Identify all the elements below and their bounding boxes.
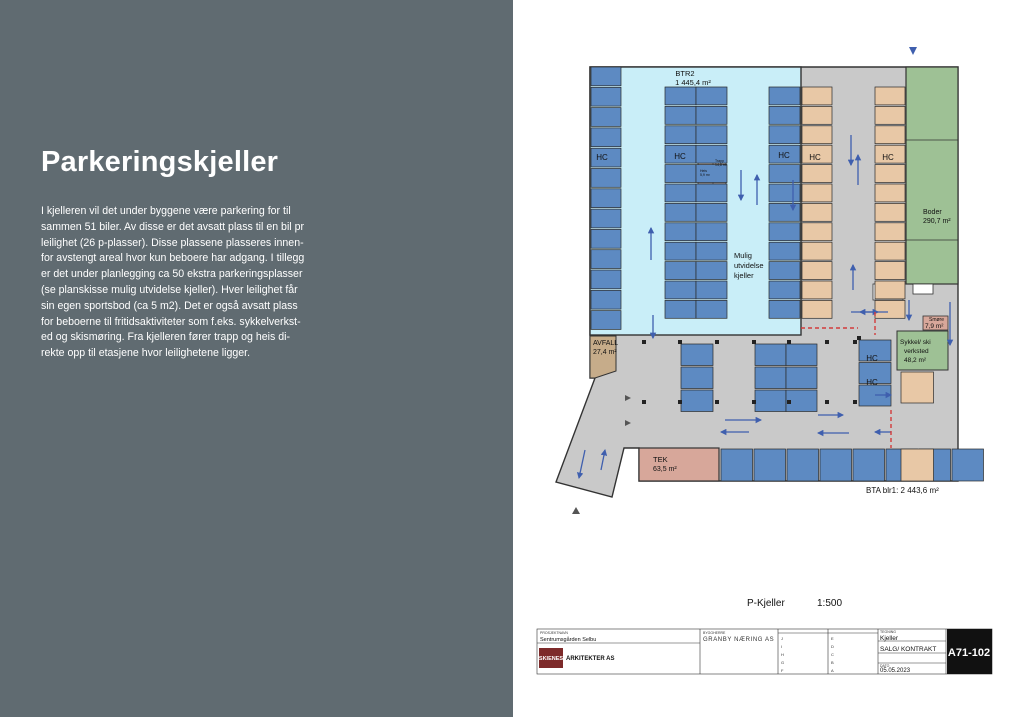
- drawing-sheet: [513, 0, 1024, 717]
- parking-space: [665, 281, 696, 299]
- parking-space: [769, 262, 800, 280]
- page-title: Parkeringskjeller: [41, 146, 279, 178]
- parking-space: [665, 223, 696, 241]
- firm-logo-text: SKIENES: [538, 656, 564, 662]
- parking-space: [591, 311, 621, 330]
- resident-space: [875, 300, 905, 318]
- parking-space: [769, 203, 800, 221]
- parking-space: [591, 250, 621, 269]
- hc-label: HC: [809, 153, 821, 162]
- resident-space: [875, 281, 905, 299]
- resident-space: [802, 262, 832, 280]
- date-label: DATO: [880, 664, 890, 668]
- revision-letter: I: [781, 644, 783, 649]
- drawing-scale: 1:500: [817, 598, 843, 609]
- parking-space: [696, 242, 727, 260]
- parking-space: [591, 67, 621, 86]
- parking-space: [696, 281, 727, 299]
- parking-space: [754, 449, 786, 481]
- structural-column: [787, 400, 791, 404]
- resident-space: [802, 242, 832, 260]
- hc-label: HC: [778, 151, 790, 160]
- description-text: I kjelleren vil det under byggene være parkering for til sammen 51 biler. Av disse er det avsatt plass til en bil pr leilighet (26 p-plasser). Disse plassene plasseres innen- for avstengt areal hvor kun beboere har adgang. I tillegg er det under planlegging ca 50 ekstra parkeringsplasser (se planskisse mulig utvidelse kjeller). Hver leilighet får sin egen sportsbod (ca 5 m2). Det er også avsatt plass for beboerne til fritidsaktiviteter som f.eks. sykkelverkst- ed og skismøring. Fra kjelleren fører trapp og heis di- rekte opp til etasjene hvor leilighetene ligger.: [41, 205, 305, 360]
- parking-space: [696, 300, 727, 318]
- resident-space: [875, 87, 905, 105]
- parking-space: [665, 184, 696, 202]
- stair-label: Trapp: [715, 159, 725, 163]
- revision-letter: D: [831, 644, 834, 649]
- project-label: PROSJEKTNAVN: [540, 631, 568, 635]
- tek-area-label: 63,5 m²: [653, 466, 677, 473]
- tek-label: TEK: [653, 455, 668, 464]
- resident-space: [901, 449, 934, 481]
- structural-column: [642, 340, 646, 344]
- parking-space: [769, 106, 800, 124]
- revision-letter: E: [831, 636, 834, 641]
- parking-space: [665, 126, 696, 144]
- parking-space: [665, 106, 696, 124]
- revision-letter: B: [831, 660, 834, 665]
- resident-space: [802, 184, 832, 202]
- revision-letter: F: [781, 668, 784, 673]
- resident-space: [802, 106, 832, 124]
- bike-area-label: 48,2 m²: [904, 357, 927, 364]
- parking-space: [721, 449, 753, 481]
- client-label: BYGGHERRE: [703, 631, 726, 635]
- parking-space: [665, 87, 696, 105]
- hc-label: HC: [596, 153, 608, 162]
- parking-space: [787, 449, 819, 481]
- storage-label: Boder: [923, 209, 942, 216]
- revision-letter: G: [781, 660, 785, 665]
- parking-space: [591, 189, 621, 208]
- resident-space: [802, 126, 832, 144]
- drawing-title: P-Kjeller: [747, 598, 785, 609]
- structural-column: [825, 340, 829, 344]
- drawing-date: 05.05.2023: [880, 668, 911, 674]
- resident-space: [875, 242, 905, 260]
- revision-letter: H: [781, 652, 784, 657]
- revision-letter: J: [781, 636, 783, 641]
- resident-space: [875, 223, 905, 241]
- parking-space: [681, 390, 713, 412]
- parking-space: [591, 128, 621, 147]
- parking-space: [755, 344, 786, 366]
- hc-label: HC: [674, 152, 686, 161]
- resident-space: [802, 165, 832, 183]
- description-panel: [0, 0, 513, 717]
- parking-space: [696, 223, 727, 241]
- parking-space: [769, 184, 800, 202]
- resident-space: [802, 87, 832, 105]
- bike-label: Sykkel/ ski: [900, 339, 931, 346]
- btr2-area: 1 445,4 m²: [675, 78, 711, 87]
- parking-space: [665, 165, 696, 183]
- structural-column: [825, 400, 829, 404]
- storage-area-label: 290,7 m²: [923, 218, 951, 225]
- parking-space: [755, 367, 786, 389]
- revision-letter: C: [831, 652, 834, 657]
- structural-column: [642, 400, 646, 404]
- parking-space: [591, 229, 621, 248]
- parking-space: [696, 87, 727, 105]
- parking-space: [786, 344, 817, 366]
- parking-space: [591, 108, 621, 127]
- resident-space: [875, 262, 905, 280]
- structural-column: [853, 340, 857, 344]
- bta-total: BTA blr1: 2 443,6 m²: [866, 486, 939, 495]
- waste-area-label: 27,4 m²: [593, 349, 617, 356]
- structural-column: [752, 340, 756, 344]
- storage-area: [906, 67, 958, 284]
- resident-space: [875, 203, 905, 221]
- parking-space: [769, 281, 800, 299]
- parking-space: [952, 449, 984, 481]
- resident-space: [802, 203, 832, 221]
- structural-column: [853, 400, 857, 404]
- parking-space: [786, 367, 817, 389]
- wax-label: Smøre: [929, 317, 944, 323]
- parking-space: [755, 390, 786, 412]
- btr2-label: BTR2: [675, 69, 695, 78]
- lift-label: Heis: [700, 169, 708, 173]
- parking-space: [591, 169, 621, 188]
- parking-space: [665, 300, 696, 318]
- hc-label: HC: [882, 153, 894, 162]
- parking-space: [769, 165, 800, 183]
- drawing-label: TEGNING: [880, 630, 896, 634]
- parking-space: [591, 87, 621, 106]
- resident-space: [875, 184, 905, 202]
- resident-space: [875, 106, 905, 124]
- resident-space: [875, 126, 905, 144]
- resident-space: [802, 281, 832, 299]
- resident-space: [901, 372, 934, 403]
- parking-space: [591, 209, 621, 228]
- parking-space: [696, 262, 727, 280]
- parking-space: [696, 203, 727, 221]
- parking-space: [681, 367, 713, 389]
- structural-column: [752, 400, 756, 404]
- structural-column: [857, 336, 861, 340]
- parking-space: [696, 184, 727, 202]
- bike-label-2: verksted: [904, 348, 929, 355]
- revision-letter: A: [831, 668, 834, 673]
- parking-space: [696, 106, 727, 124]
- resident-space: [802, 223, 832, 241]
- parking-space: [665, 242, 696, 260]
- tek-room: [639, 448, 719, 481]
- drawing-name: Kjeller: [880, 635, 899, 642]
- hc-label: HC: [866, 378, 878, 387]
- waste-label: AVFALL: [593, 340, 619, 347]
- resident-space: [875, 165, 905, 183]
- structural-column: [715, 340, 719, 344]
- parking-space: [853, 449, 885, 481]
- parking-space: [665, 262, 696, 280]
- parking-space: [591, 290, 621, 309]
- expansion-label-2: utvidelse: [734, 261, 764, 270]
- expansion-label-3: kjeller: [734, 271, 754, 280]
- client-name: GRANBY NÆRING AS: [703, 637, 775, 643]
- drawing-status: SALG/ KONTRAKT: [880, 646, 937, 653]
- parking-space: [769, 300, 800, 318]
- parking-space: [696, 126, 727, 144]
- project-name: Sentrumsgården Selbu: [540, 637, 597, 643]
- resident-space: [802, 300, 832, 318]
- parking-space: [665, 203, 696, 221]
- parking-space: [769, 223, 800, 241]
- structural-column: [678, 340, 682, 344]
- expansion-label-1: Mulig: [734, 251, 752, 260]
- firm-name: ARKITEKTER AS: [566, 656, 615, 662]
- floor-plan: [513, 0, 1024, 717]
- hc-label: HC: [866, 354, 878, 363]
- parking-space: [769, 87, 800, 105]
- structural-column: [678, 400, 682, 404]
- drawing-number: A71-102: [947, 647, 991, 659]
- parking-space: [820, 449, 852, 481]
- lift-area-label: 5,9 m²: [700, 173, 710, 177]
- wax-area-label: 7,9 m²: [925, 323, 944, 330]
- parking-space: [769, 126, 800, 144]
- structural-column: [715, 400, 719, 404]
- structural-column: [787, 340, 791, 344]
- parking-space: [681, 344, 713, 366]
- parking-space: [769, 242, 800, 260]
- stair-area-label: 14,8 m²: [715, 163, 727, 167]
- parking-space: [591, 270, 621, 289]
